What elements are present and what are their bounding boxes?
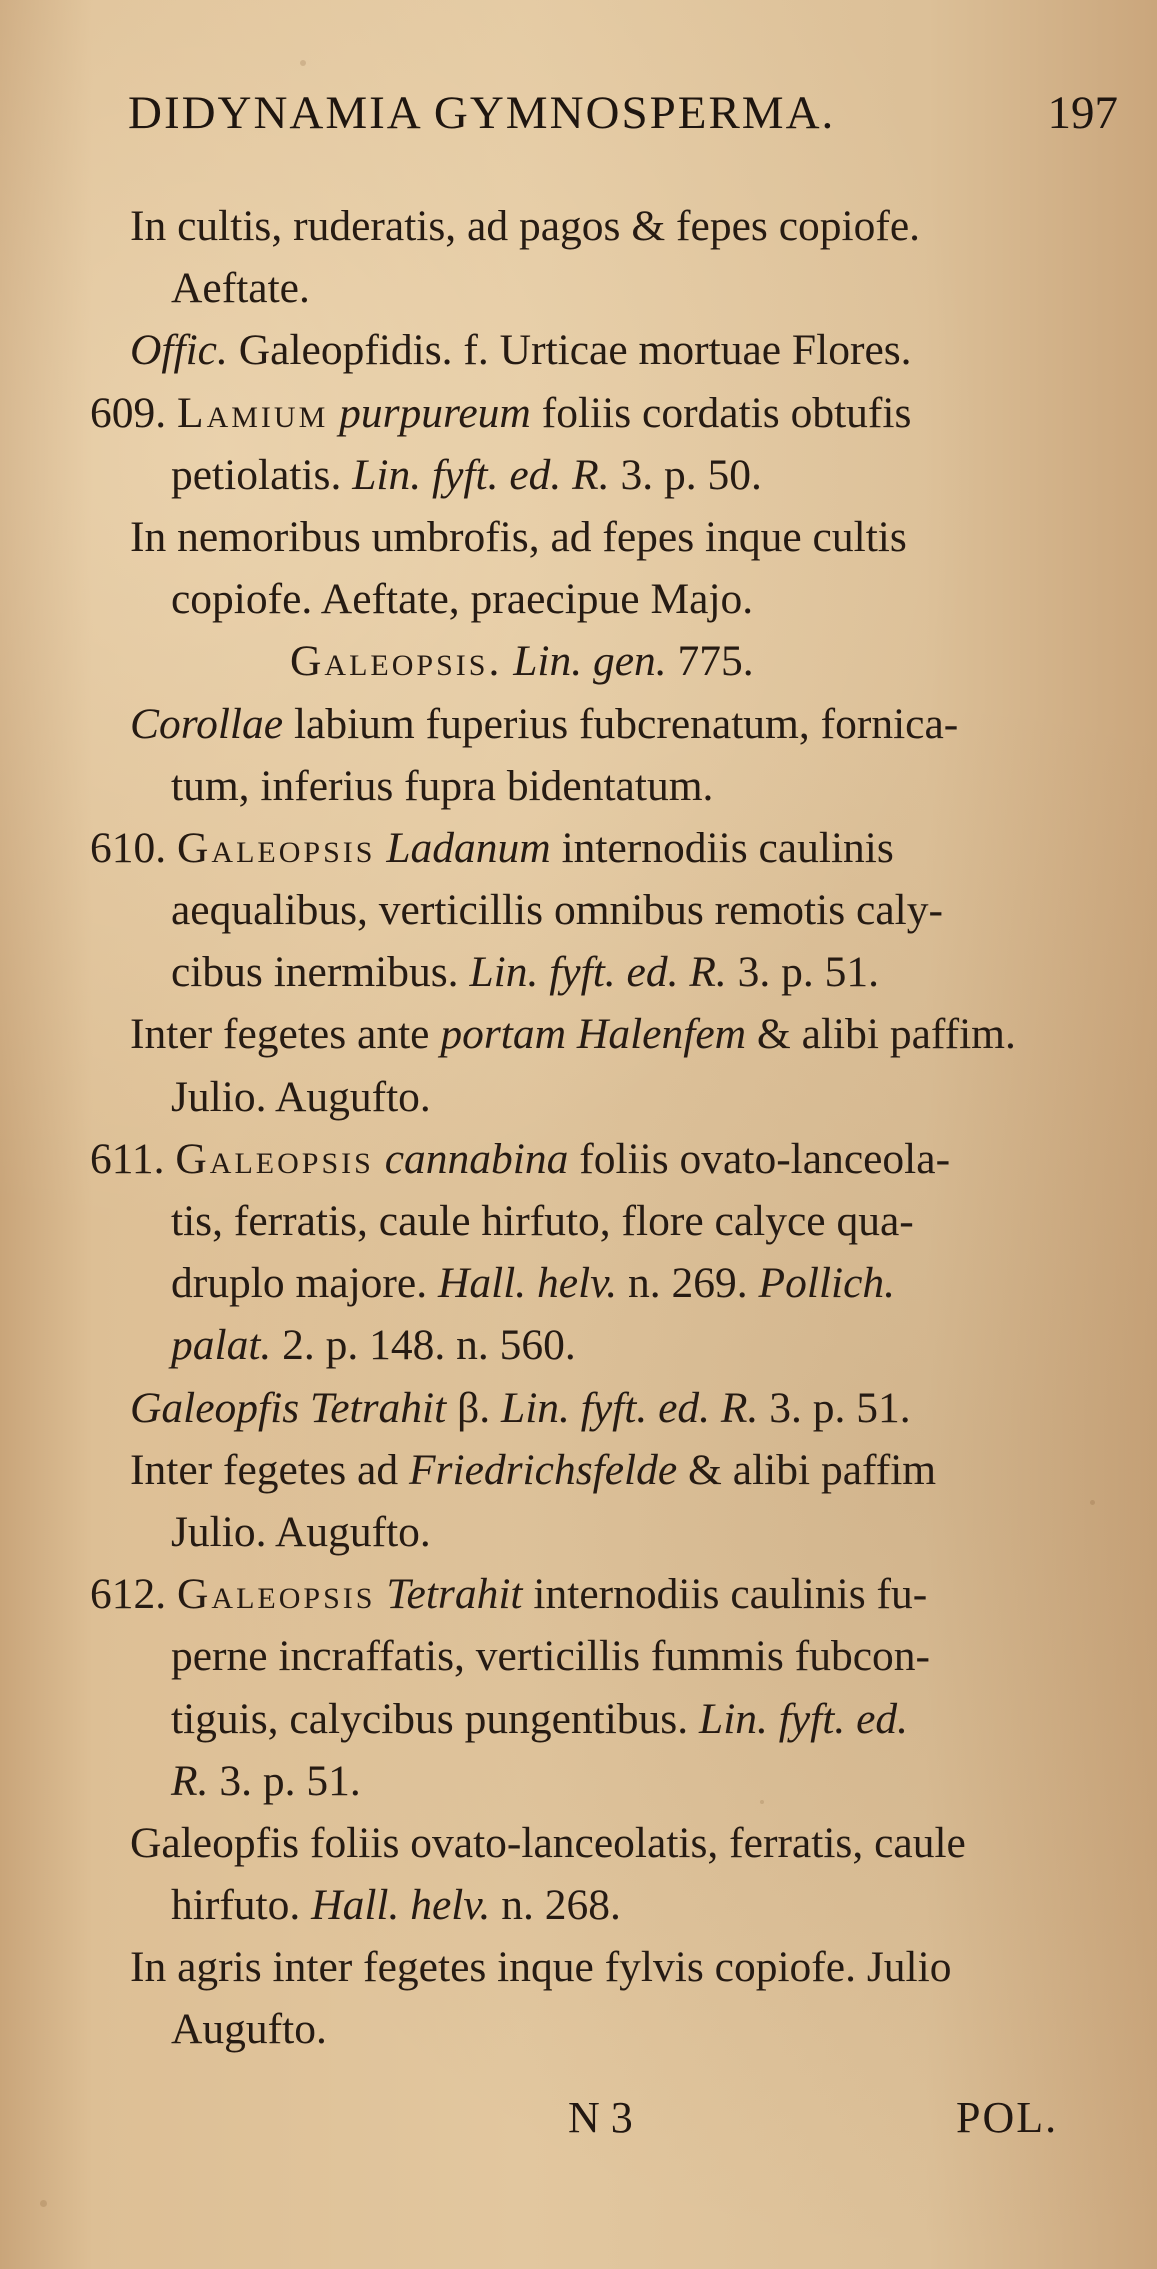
text-line	[90, 1936, 1110, 1998]
italic-text: Lin. gen.	[513, 637, 667, 686]
text-run	[374, 1135, 385, 1183]
text-run: tis, ferratis, caule hirfuto, flore calyce qua-	[171, 1197, 914, 1245]
text-line	[90, 941, 1110, 1003]
text-line	[90, 1439, 1110, 1501]
text-run: tum, inferius fupra bidentatum.	[171, 761, 714, 810]
text-run: 611.	[90, 1134, 176, 1183]
text-run: internodiis caulinis fu-	[522, 1570, 928, 1619]
text-run: labium fuperius fubcrenatum, fornica-	[283, 699, 959, 748]
text-line	[90, 1998, 1110, 2060]
italic-text: Lin. fyft. ed. R.	[469, 948, 727, 997]
text-run: copiofe. Aeftate, praecipue Majo.	[171, 575, 754, 624]
italic-text: purpureum	[339, 388, 531, 437]
text-line	[90, 1377, 1110, 1439]
page-footer	[0, 2092, 1157, 2152]
text-run	[328, 389, 339, 437]
text-run: Julio. Augufto.	[171, 1507, 431, 1556]
text-run: n. 268.	[490, 1881, 621, 1930]
text-line	[90, 319, 1110, 381]
italic-text: portam Halenfem	[440, 1010, 747, 1059]
text-line	[90, 1688, 1110, 1750]
italic-text: Lin. fyft. ed. R.	[501, 1383, 759, 1432]
text-run: 609.	[90, 388, 177, 437]
text-line	[90, 568, 1110, 630]
text-line	[90, 1066, 1110, 1128]
text-line	[90, 1625, 1110, 1687]
text-run: 2. p. 148. n. 560.	[271, 1321, 576, 1370]
text-run: & alibi paffim	[677, 1445, 937, 1494]
genus-name: Galeopsis	[177, 1570, 376, 1619]
italic-text: Lin. fyft. ed.	[699, 1694, 909, 1743]
italic-text: Corollae	[130, 699, 284, 748]
text-line	[90, 382, 1110, 444]
text-run: Inter fegetes ante	[130, 1010, 441, 1059]
italic-text: Hall. helv.	[437, 1259, 618, 1308]
italic-text: Lin. fyft. ed. R.	[352, 450, 610, 499]
text-run	[502, 637, 513, 685]
text-line	[90, 630, 1110, 692]
italic-text: Galeopfis Tetrahit	[130, 1383, 447, 1432]
running-title: DIDYNAMIA GYMNOSPERMA.	[128, 87, 836, 139]
italic-text: Pollich.	[758, 1259, 896, 1308]
running-header	[128, 86, 1118, 156]
text-line	[90, 817, 1110, 879]
italic-text: Friedrichsfelde	[408, 1445, 678, 1494]
genus-name: Galeopsis	[177, 823, 376, 872]
text-line	[90, 1563, 1110, 1625]
genus-name: Lamium	[177, 388, 329, 437]
text-run	[375, 824, 386, 872]
text-run	[375, 1570, 386, 1618]
text-run: 3. p. 51.	[208, 1756, 361, 1805]
text-body	[90, 195, 1110, 2061]
text-line	[90, 1252, 1110, 1314]
text-run: & alibi paffim.	[746, 1010, 1016, 1059]
text-run: 3. p. 51.	[758, 1383, 911, 1432]
text-run: Galeopfis foliis ovato-lanceolatis, ferratis, caule	[130, 1818, 966, 1867]
genus-name: Galeopsis.	[290, 637, 503, 686]
text-run: Galeopfidis. f. Urticae mortuae Flores.	[227, 326, 912, 375]
italic-text: Ladanum	[386, 823, 551, 872]
text-run: hirfuto.	[171, 1881, 312, 1930]
text-run: Aeftate.	[171, 264, 310, 313]
text-line	[90, 1314, 1110, 1376]
text-line	[90, 1501, 1110, 1563]
paper-stain	[40, 2200, 47, 2207]
text-run: 3. p. 50.	[609, 450, 762, 499]
text-run: foliis cordatis obtufis	[530, 388, 912, 437]
text-line	[90, 879, 1110, 941]
text-line	[90, 1003, 1110, 1065]
text-run: 612.	[90, 1570, 177, 1619]
text-run: Julio. Augufto.	[171, 1072, 431, 1121]
italic-text: cannabina	[384, 1134, 569, 1183]
text-run: In agris inter fegetes inque fylvis copiofe. Julio	[130, 1943, 952, 1992]
italic-text: Offic.	[130, 326, 228, 375]
text-line	[90, 444, 1110, 506]
text-line	[90, 755, 1110, 817]
text-run: 3. p. 51.	[726, 948, 880, 997]
text-line	[90, 693, 1110, 755]
text-run: internodiis caulinis	[550, 823, 894, 872]
catchword: POL.	[956, 2093, 1059, 2142]
text-line	[90, 195, 1110, 257]
text-line	[90, 1750, 1110, 1812]
text-run: tiguis, calycibus pungentibus.	[171, 1694, 699, 1743]
text-run: n. 269.	[617, 1259, 759, 1308]
text-run: druplo majore.	[171, 1259, 438, 1308]
page-number: 197	[1047, 87, 1118, 139]
text-run: 775.	[666, 637, 754, 686]
text-run: cibus inermibus.	[171, 948, 470, 997]
paper-stain	[300, 60, 306, 66]
text-run: In nemoribus umbrofis, ad fepes inque cultis	[130, 512, 907, 561]
text-line	[90, 1128, 1110, 1190]
text-line	[90, 506, 1110, 568]
text-run: perne incraffatis, verticillis fummis fubcon-	[171, 1632, 930, 1681]
italic-text: R.	[171, 1756, 209, 1805]
text-run: 610.	[90, 823, 177, 872]
italic-text: Hall. helv.	[311, 1881, 491, 1930]
text-run: aequalibus, verticillis omnibus remotis caly-	[171, 886, 943, 935]
text-run: In cultis, ruderatis, ad pagos & fepes copiofe.	[130, 202, 921, 250]
text-run: Augufto.	[171, 2005, 327, 2054]
text-run: foliis ovato-lanceola-	[568, 1134, 951, 1183]
text-run: petiolatis.	[171, 450, 353, 499]
signature-mark: N 3	[568, 2093, 633, 2142]
text-run: Inter fegetes ad	[130, 1445, 409, 1494]
genus-name: Galeopsis	[175, 1134, 374, 1183]
text-line	[90, 1874, 1110, 1936]
text-line	[90, 257, 1110, 319]
italic-text: palat.	[171, 1321, 272, 1370]
text-line	[90, 1812, 1110, 1874]
text-run: β.	[446, 1383, 501, 1432]
text-line	[90, 1190, 1110, 1252]
italic-text: Tetrahit	[386, 1570, 523, 1619]
